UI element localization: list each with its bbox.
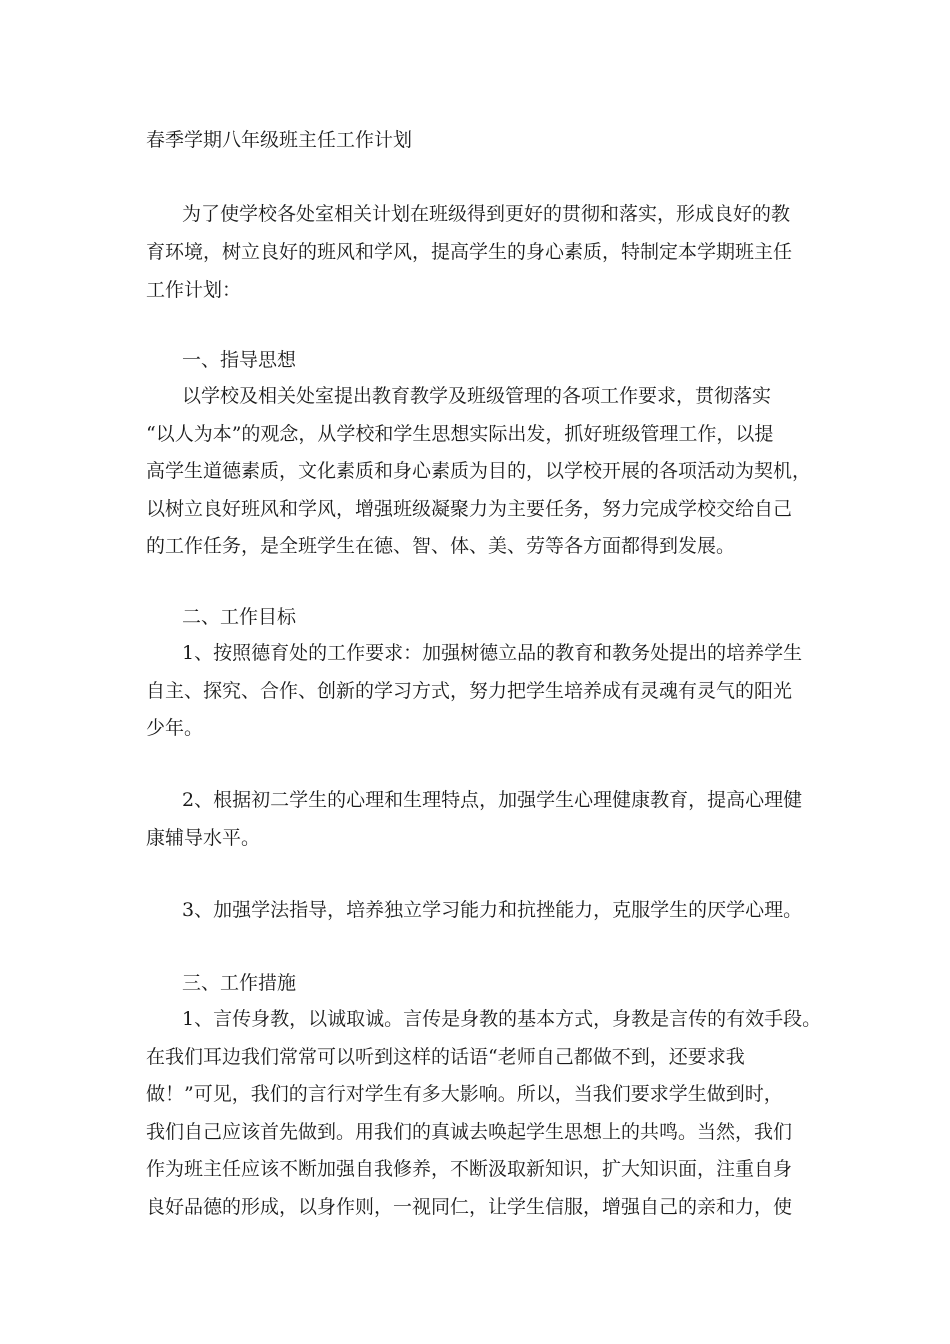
- paragraph-line: 以树立良好班风和学风，增强班级凝聚力为主要任务，努力完成学校交给自己: [146, 498, 793, 520]
- document-title: 春季学期八年级班主任工作计划: [146, 129, 413, 151]
- paragraph-line: 良好品德的形成，以身作则，一视同仁，让学生信服，增强自己的亲和力，使: [146, 1196, 793, 1218]
- section-heading: 二、工作目标: [182, 606, 297, 628]
- paragraph-line: 做！”可见，我们的言行对学生有多大影响。所以，当我们要求学生做到时，: [146, 1083, 783, 1105]
- section-heading: 一、指导思想: [182, 349, 297, 371]
- paragraph-line: 自主、探究、合作、创新的学习方式，努力把学生培养成有灵魂有灵气的阳光: [146, 680, 793, 702]
- section-heading: 三、工作措施: [182, 972, 297, 994]
- intro-line: 工作计划：: [146, 279, 242, 301]
- paragraph-line: 我们自己应该首先做到。用我们的真诚去唤起学生思想上的共鸣。当然，我们: [146, 1121, 793, 1143]
- paragraph-line: “以人为本”的观念，从学校和学生思想实际出发，抓好班级管理工作，以提: [146, 423, 774, 445]
- paragraph-line: 康辅导水平。: [146, 827, 261, 849]
- paragraph-line: 3、加强学法指导，培养独立学习能力和抗挫能力，克服学生的厌学心理。: [182, 899, 803, 921]
- paragraph-line: 少年。: [146, 717, 204, 739]
- paragraph-line: 在我们耳边我们常常可以听到这样的话语“老师自己都做不到，还要求我: [146, 1046, 745, 1068]
- paragraph-line: 作为班主任应该不断加强自我修养，不断汲取新知识，扩大知识面，注重自身: [146, 1158, 793, 1180]
- paragraph-line: 高学生道德素质，文化素质和身心素质为目的，以学校开展的各项活动为契机，: [146, 460, 812, 482]
- intro-line: 育环境，树立良好的班风和学风，提高学生的身心素质，特制定本学期班主任: [146, 241, 793, 263]
- paragraph-line: 2、根据初二学生的心理和生理特点，加强学生心理健康教育，提高心理健: [182, 789, 803, 811]
- paragraph-line: 以学校及相关处室提出教育教学及班级管理的各项工作要求，贯彻落实: [182, 385, 772, 407]
- intro-line: 为了使学校各处室相关计划在班级得到更好的贯彻和落实，形成良好的教: [182, 203, 791, 225]
- paragraph-line: 1、言传身教，以诚取诚。言传是身教的基本方式，身教是言传的有效手段。: [182, 1008, 822, 1030]
- paragraph-line: 的工作任务，是全班学生在德、智、体、美、劳等各方面都得到发展。: [146, 535, 736, 557]
- paragraph-line: 1、按照德育处的工作要求：加强树德立品的教育和教务处提出的培养学生: [182, 642, 803, 664]
